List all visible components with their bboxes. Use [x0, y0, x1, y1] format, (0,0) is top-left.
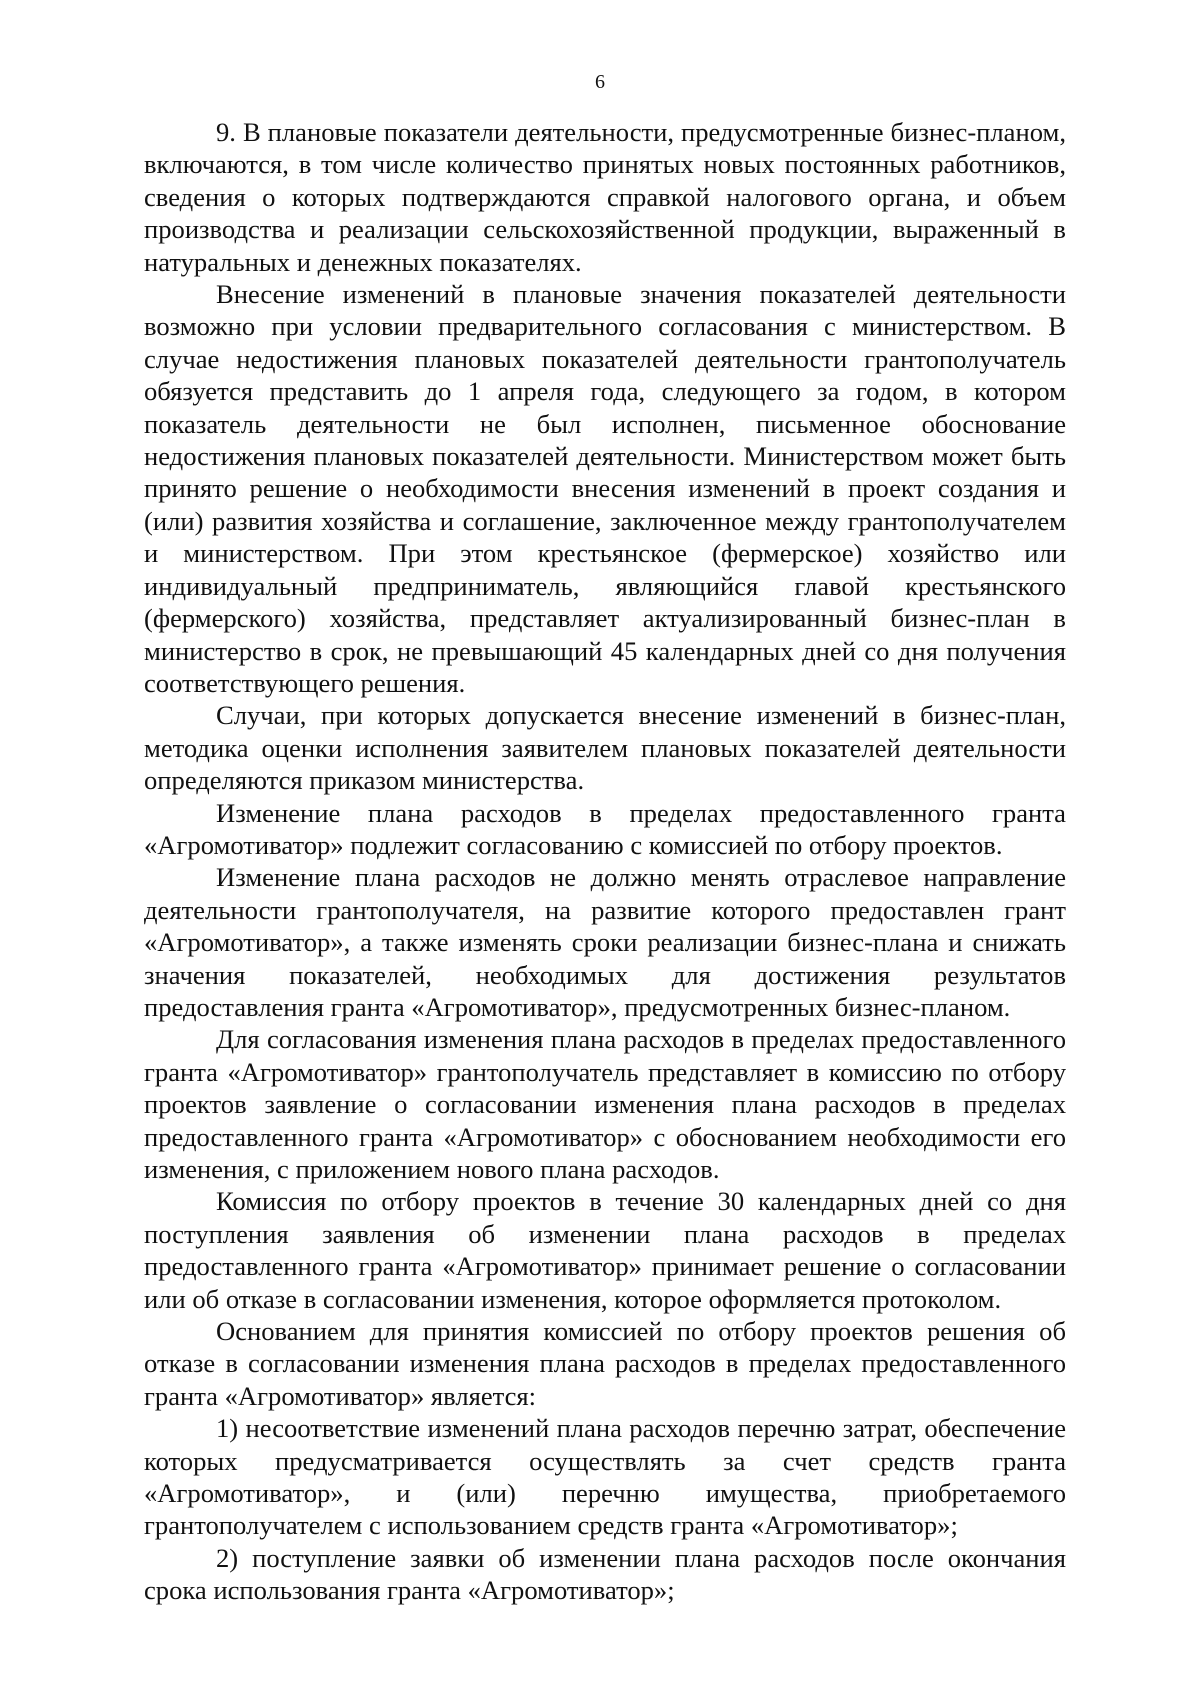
paragraph-expense-plan-restrictions: Изменение плана расходов не должно менять отраслевое направление деятельности грантополучателя, на развитие которого предоставлен грант «Агромотиватор», а также изменять сроки реализации бизнес-плана и снижать значения показателей, необходимых для достижения результатов предоставления гранта «Агромотиватор», предусмотренных бизнес-планом.: [144, 862, 1066, 1022]
list-item-1: 1) несоответствие изменений плана расходов перечню затрат, обеспечение которых предусматривается осуществлять за счет средств гранта «Агромотиватор», и (или) перечню имущества, приобретаемого грантополучателем с использованием средств гранта «Агромотиватор»;: [144, 1413, 1066, 1541]
document-body: [144, 116, 1066, 1607]
list-item-2: 2) поступление заявки об изменении плана расходов после окончания срока использования гранта «Агромотиватор»;: [144, 1542, 1066, 1606]
paragraph-expense-plan-approval: Изменение плана расходов в пределах предоставленного гранта «Агромотиватор» подлежит согласованию с комиссией по отбору проектов.: [144, 797, 1066, 860]
paragraph-changes-to-indicators: Внесение изменений в плановые значения показателей деятельности возможно при условии предварительного согласования с министерством. В случае недостижения плановых показателей деятельности грантополучатель обязуется представить до 1 апреля года, следующего за годом, в котором показатель деятельности не был исполнен, письменное обоснование недостижения плановых показателей деятельности. Министерством может быть принято решение о необходимости внесения изменений в проект создания и (или) развития хозяйства и соглашение, заключенное между грантополучателем и министерством. При этом крестьянское (фермерское) хозяйство или индивидуальный предприниматель, являющийся главой крестьянского (фермерского) хозяйства, представляет актуализированный бизнес-план в министерство в срок, не превышающий 45 календарных дней со дня получения соответствующего решения.: [144, 279, 1066, 698]
page-number: 6: [595, 71, 605, 93]
paragraph-business-plan-changes: Случаи, при которых допускается внесение изменений в бизнес-план, методика оценки исполнения заявителем плановых показателей деятельности определяются приказом министерства.: [144, 700, 1066, 796]
paragraph-approval-request: Для согласования изменения плана расходов в пределах предоставленного гранта «Агромотиватор» грантополучатель представляет в комиссию по отбору проектов заявление о согласовании изменения плана расходов в пределах предоставленного гранта «Агромотиватор» с обоснованием необходимости его изменения, с приложением нового плана расходов.: [144, 1024, 1066, 1184]
paragraph-refusal-grounds: Основанием для принятия комиссией по отбору проектов решения об отказе в согласовании изменения плана расходов в пределах предоставленного гранта «Агромотиватор» является:: [144, 1316, 1066, 1411]
paragraph-commission-decision: Комиссия по отбору проектов в течение 30 календарных дней со дня поступления заявления об изменении плана расходов в пределах предоставленного гранта «Агромотиватор» принимает решение о согласовании или об отказе в согласовании изменения, которое оформляется протоколом.: [144, 1186, 1066, 1314]
paragraph-9-planned-indicators: 9. В плановые показатели деятельности, предусмотренные бизнес-планом, включаются, в том числе количество принятых новых постоянных работников, сведения о которых подтверждаются справкой налогового органа, и объем производства и реализации сельскохозяйственной продукции, выраженный в натуральных и денежных показателях.: [144, 117, 1066, 277]
